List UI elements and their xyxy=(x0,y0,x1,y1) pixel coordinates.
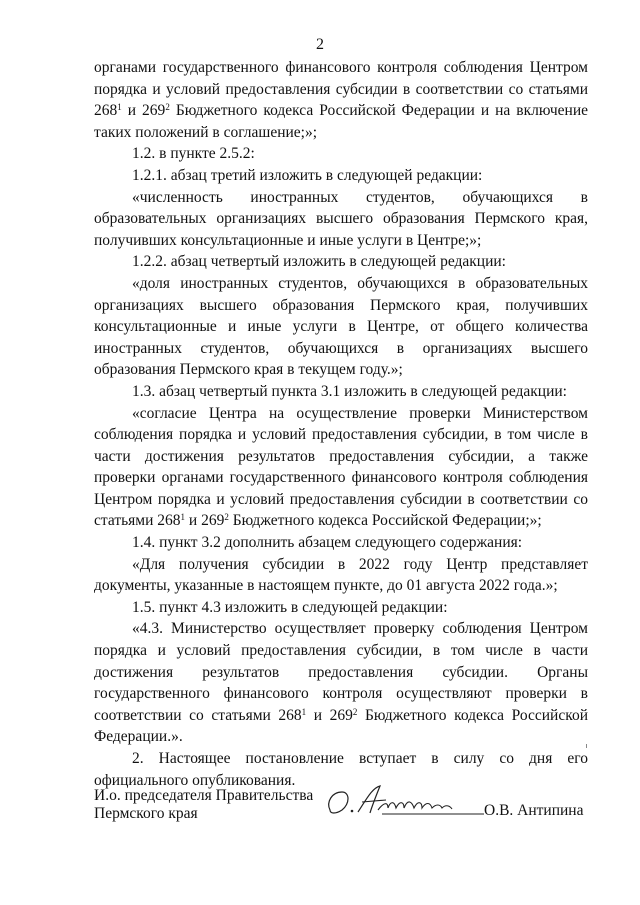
signatory-position-line-1: И.о. председателя Правительства xyxy=(94,787,314,804)
paragraph-6: «доля иностранных студентов, обучающихся в образовательных организациях высшего образования Пермского края, получивших консультационные и иные услуги в Центре, от общего количества иностранных студентов, обучающихся в организациях высшего образования Пермского края в текущем году.»; xyxy=(94,274,588,379)
document-body xyxy=(94,57,588,791)
paragraph-1: органами государственного финансового контроля соблюдения Центром порядка и условий предоставления субсидии в соответствии со статьями $268^1$ и $269^2$ Бюджетного кодекса Российской Федерации и на включение таких положений в соглашение;»; xyxy=(94,59,589,141)
paragraph-12: «4.3. Министерство осуществляет проверку соблюдения Центром порядка и условий предоставления субсидии, в том числе в части достижения результатов предоставления субсидии. Органы государственного финансового контроля осуществляют проверки в соответствии со статьями $268^1$ и $269^2$ Бюджетного кодекса Российской Федерации.». xyxy=(94,620,589,746)
paragraph-13: 2. Настоящее постановление вступает в силу со дня его официального опубликования. xyxy=(94,750,588,789)
signatory-name: О.В. Антипина xyxy=(484,802,584,819)
page-number: 2 xyxy=(316,36,324,53)
paragraph-9: 1.4. пункт 3.2 дополнить абзацем следующего содержания: xyxy=(132,534,523,552)
signatory-position xyxy=(94,787,313,823)
paragraph-2: 1.2. в пункте 2.5.2: xyxy=(132,145,255,163)
paragraph-8: «согласие Центра на осуществление проверки Министерством соблюдения порядка и условий предоставления субсидии, в том числе в части достижения результатов предоставления субсидии, а также проверки органами государственного финансового контроля соблюдения Центром порядка и условий предоставления субсидии в соответствии со статьями $268^1$ и $269^2$ Бюджетного кодекса Российской Федерации;»; xyxy=(94,404,588,530)
signatory-position-line-2: Пермского края xyxy=(94,805,198,822)
scan-mark xyxy=(586,744,587,748)
paragraph-11: 1.5. пункт 4.3 изложить в следующей редакции: xyxy=(132,598,448,616)
paragraph-4: «численность иностранных студентов, обучающихся в образовательных организациях высшего образования Пермского края, получивших консультационные и иные услуги в Центре;»; xyxy=(94,188,588,249)
paragraph-7: 1.3. абзац четвертый пункта 3.1 изложить в следующей редакции: xyxy=(132,382,567,400)
paragraph-3: 1.2.1. абзац третий изложить в следующей редакции: xyxy=(132,166,483,184)
paragraph-10: «Для получения субсидии в 2022 году Центр представляет документы, указанные в настоящем пункте, до 01 августа 2022 года.»; xyxy=(94,555,588,595)
handwritten-signature xyxy=(322,780,487,827)
paragraph-5: 1.2.2. абзац четвертый изложить в следующей редакции: xyxy=(132,253,506,271)
signature-stroke xyxy=(322,780,487,822)
